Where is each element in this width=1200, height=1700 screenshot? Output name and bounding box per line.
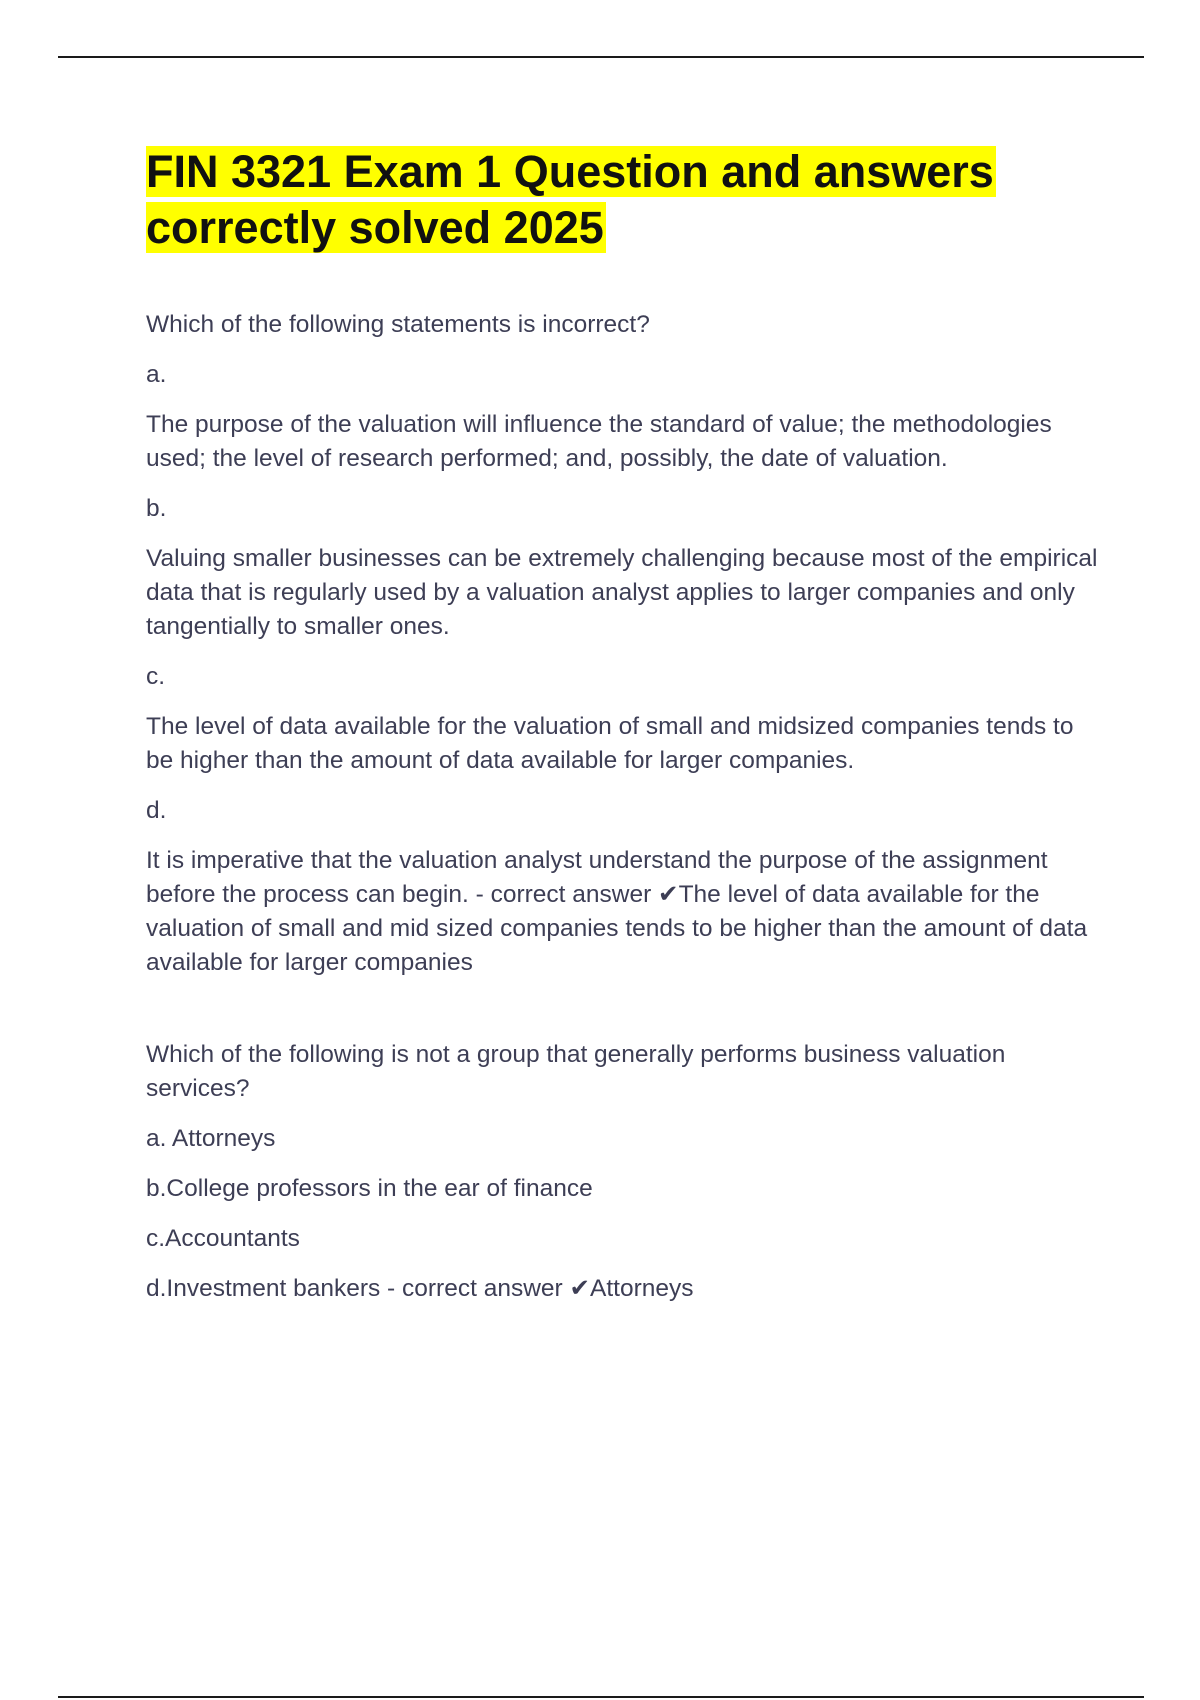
option-text-b: Valuing smaller businesses can be extremely challenging because most of the empirical data that is regularly used by a valuation analyst applies to larger companies and only tangentially to smaller ones. — [146, 545, 1098, 640]
option-text-d-with-answer: It is imperative that the valuation analyst understand the purpose of the assignment before the process can begin. - correct answer ✔The level of data available for the valuation of small and mid sized companies tends to be higher than the amount of data available for larger companies — [146, 847, 1088, 976]
document-title — [146, 144, 1106, 256]
option-label-a: a. — [146, 361, 167, 388]
title-highlight: FIN 3321 Exam 1 Question and answers correctly solved 2025 — [146, 146, 994, 253]
option-label-d: d. — [146, 797, 167, 824]
bottom-rule — [58, 1696, 1144, 1698]
document-body — [146, 144, 1106, 1306]
option-a: a. Attorneys — [146, 1125, 276, 1152]
option-label-b: b. — [146, 495, 167, 522]
question-2-text: Which of the following is not a group that generally performs business valuation services? — [146, 1041, 1006, 1102]
option-label-c: c. — [146, 663, 166, 690]
question-1-text: Which of the following statements is incorrect? — [146, 311, 650, 338]
top-rule — [58, 56, 1144, 58]
option-b: b.College professors in the ear of finance — [146, 1175, 593, 1202]
option-text-c: The level of data available for the valuation of small and midsized companies tends to be higher than the amount of data available for larger companies. — [146, 713, 1074, 774]
question-block-2 — [146, 1038, 1106, 1306]
question-block-1 — [146, 308, 1106, 980]
option-d-with-answer: d.Investment bankers - correct answer ✔Attorneys — [146, 1275, 694, 1302]
option-text-a: The purpose of the valuation will influence the standard of value; the methodologies used; the level of research performed; and, possibly, the date of valuation. — [146, 411, 1052, 472]
option-c: c.Accountants — [146, 1225, 300, 1252]
